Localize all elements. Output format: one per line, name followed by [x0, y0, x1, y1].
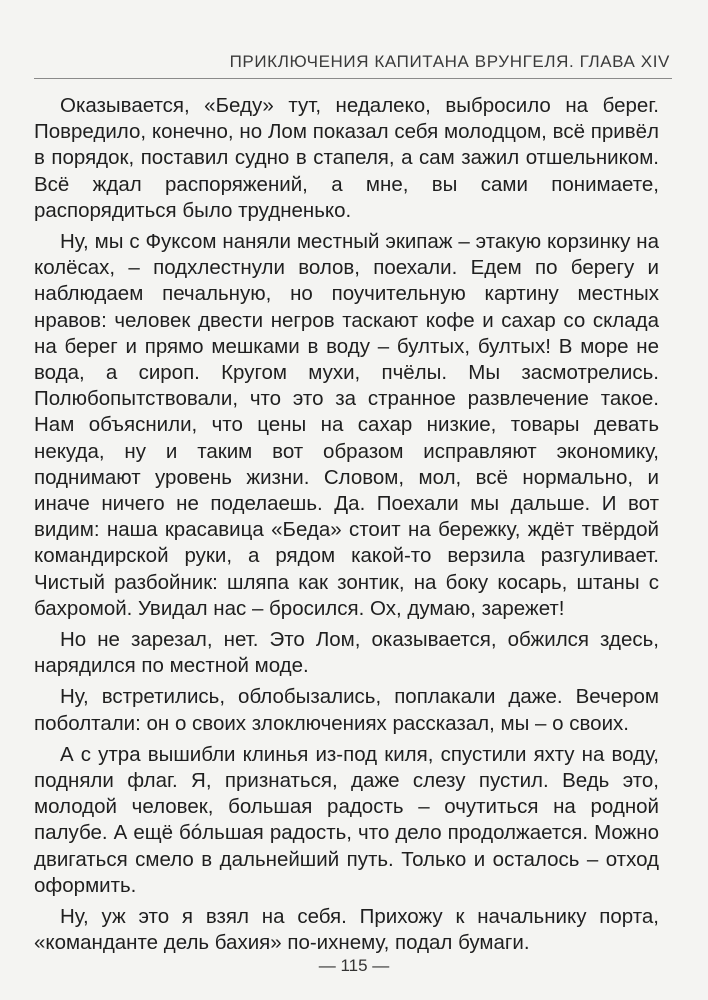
- page-number: — 115 —: [318, 956, 390, 975]
- paragraph: Ну, уж это я взял на себя. Прихожу к начальнику порта, «команданте дель бахия» по-ихнему, подал бумаги.: [34, 905, 659, 955]
- paragraph: А с утра вышибли клинья из-под киля, спустили яхту на воду, подняли флаг. Я, признаться, даже слезу пустил. Ведь это, молодой человек, большая радость – очутиться на родной палубе. А ещё бóльшая радость, что дело продолжается. Можно двигаться смело в дальнейший путь. Только и осталось – отход оформить.: [34, 742, 659, 897]
- paragraph: Но не зарезал, нет. Это Лом, оказывается, обжился здесь, нарядился по местной моде.: [34, 628, 659, 678]
- running-title: ПРИКЛЮЧЕНИЯ КАПИТАНА ВРУНГЕЛЯ. ГЛАВА XIV: [229, 52, 670, 71]
- header-rule: [34, 78, 672, 79]
- body-text: [34, 93, 659, 962]
- paragraph: Ну, встретились, облобызались, поплакали даже. Вечером поболтали: он о своих злоключениях рассказал, мы – о своих.: [34, 685, 659, 735]
- paragraph: Ну, мы с Фуксом наняли местный экипаж – этакую корзинку на колёсах, – подхлестнули волов, поехали. Едем по берегу и наблюдаем печальную, но поучительную картину местных нравов: человек двести негров таскают кофе и сахар со склада на берег и прямо мешками в воду – бултых, бултых! В море не вода, а сироп. Кругом мухи, пчёлы. Мы засмотрелись. Полюбопытствовали, что это за странное развлечение такое. Нам объяснили, что цены на сахар низкие, товары девать некуда, ну и таким вот образом исправляют экономику, поднимают уровень жизни. Словом, мол, всё нормально, и иначе ничего не поделаешь. Да. Поехали мы дальше. И вот видим: наша красавица «Беда» стоит на бережку, ждёт твёрдой командирской руки, а рядом какой-то верзила разгуливает. Чистый разбойник: шляпа как зонтик, на боку косарь, штаны с бахромой. Увидал нас – бросился. Ох, думаю, зарежет!: [34, 230, 659, 620]
- paragraph: Оказывается, «Беду» тут, недалеко, выбросило на берег. Повредило, конечно, но Лом показал себя молодцом, всё привёл в порядок, поставил судно в стапеля, а сам зажил отшельником. Всё ждал распоряжений, а мне, вы сами понимаете, распорядиться было трудненько.: [34, 94, 659, 222]
